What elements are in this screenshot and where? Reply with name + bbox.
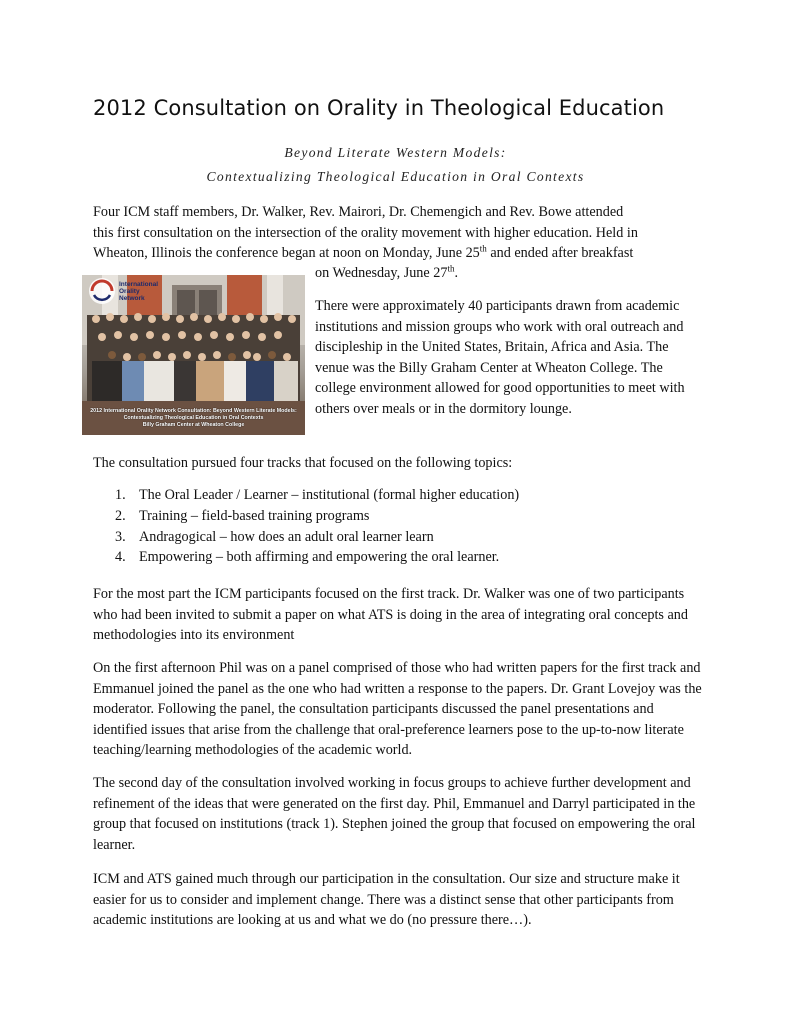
list-item: 3. Andragogical – how does an adult oral learner learn [115,528,434,545]
page-title: 2012 Consultation on Orality in Theological Education [93,96,665,120]
tracks-list [93,485,703,568]
list-item: 4. Empowering – both affirming and empowering the oral learner. [115,549,500,566]
conclusion-paragraph: ICM and ATS gained much through our participation in the consultation. Our size and structure make it easier for us to consider and implement change. There was a distinct sense that other participants from academic institutions are looking at us and what we do (no pressure there…). [93,871,680,928]
list-item: 1. The Oral Leader / Learner – institutional (formal higher education) [115,487,520,503]
first-track-paragraph: For the most part the ICM participants focused on the first track. Dr. Walker was one of two participants who had been invited to submit a paper on what ATS is doing in the area of integrating oral concepts and methodologies into its environment [93,586,688,643]
intro-line-2: this first consultation on the intersection of the orality movement with higher education. Held in [93,224,638,241]
photo-caption: 2012 International Orality Network Consultation: Beyond Western Literate Models: Contextualizing Theological Education in Oral Contexts Billy Graham Center at Wheaton College [90,408,297,428]
second-day-paragraph: The second day of the consultation involved working in focus groups to achieve further development and refinement of the ideas that were generated on the first day. Phil, Emmanuel and Darryl participated in the group that focused on institutions (track 1). Stephen joined the group that focused on empowering the oral learner. [93,775,696,853]
participants-paragraph: There were approximately 40 participants drawn from academic institutions and mission groups who work with oral outreach and discipleship in the United States, Britain, Africa and Asia. The venue was the Billy Graham Center at Wheaton College. The college environment allowed for good opportunities to meet with others over meals or in the dormitory lounge. [315,298,685,417]
tracks-intro: The consultation pursued four tracks that focused on the following topics: [93,455,513,471]
intro-line-1: Four ICM staff members, Dr. Walker, Rev. Mairori, Dr. Chemengich and Rev. Bowe attended [93,204,624,220]
subtitle-line-1: Beyond Literate Western Models: [284,145,507,160]
intro-paragraph-end: on Wednesday, June 27th. [315,263,458,281]
photo-logo-text: International Orality Network [119,281,159,302]
intro-line-3: Wheaton, Illinois the conference began at noon on Monday, June 25th and ended after breakfast [93,243,634,261]
panel-paragraph: On the first afternoon Phil was on a panel comprised of those who had written papers for the first track and Emmanuel joined the panel as the one who had written a response to the papers. Dr. Grant Lovejoy was the moderator. Following the panel, the consultation participants discussed the panel presentations and identified issues that arise from the challenge that oral-preference learners pose to the up-to-now literate teaching/learning methodologies of the academic world. [93,660,702,758]
group-photo [82,275,305,435]
list-item: 2. Training – field-based training programs [115,507,370,524]
intro-paragraph [93,202,703,264]
subtitle-line-2: Contextualizing Theological Education in Oral Contexts [206,169,585,184]
